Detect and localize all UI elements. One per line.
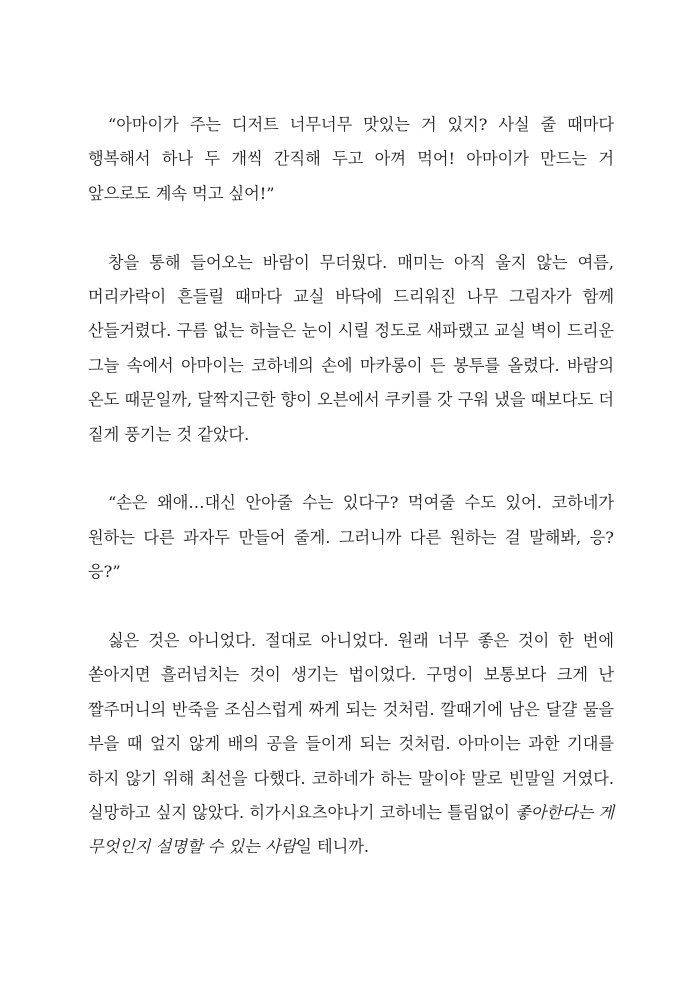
paragraph-4-text-before: 싫은 것은 아니었다. 절대로 아니었다. 원래 너무 좋은 것이 한 번에 쏟아지면 흘러넘치는 것이 생기는 법이었다. 구멍이 보통보다 크게 난 짤주머니의 반죽을 조심스럽게 짜게 되는 것처럼. 깔때기에 남은 달걀 물을 부을 때 엎지 않게 배의 공을 들이게 되는 것처럼. 아마이는 과한 기대를 하지 않기 위해 최선을 다했다. 코하네가 하는 말이야 말로 빈말일 거였다. 실망하고 싶지 않았다. 히가시요츠야나기 코하네는 틀림없이 <box>88 631 614 823</box>
paragraph-4-narration <box>88 624 614 865</box>
paragraph-spacer <box>88 211 614 245</box>
paragraph-4-text-after: 일 테니까. <box>296 837 370 857</box>
story-text <box>88 108 614 865</box>
paragraph-4-emphasis: 좋아한다는 게 무엇인지 설명할 수 있는 사람 <box>88 803 614 857</box>
paragraph-2-narration: 창을 통해 들어오는 바람이 무더웠다. 매미는 아직 울지 않는 여름, 머리카락이 흔들릴 때마다 교실 바닥에 드리워진 나무 그림자가 함께 산들거렸다. 구름 없는 하늘은 눈이 시릴 정도로 새파랬고 교실 벽이 드리운 그늘 속에서 아마이는 코하네의 손에 마카롱이 든 봉투를 올렸다. 바람의 온도 때문일까, 달짝지근한 향이 오븐에서 쿠키를 갓 구워 냈을 때보다도 더 짙게 풍기는 것 같았다. <box>88 252 614 444</box>
paragraph-spacer <box>88 590 614 624</box>
paragraph-spacer <box>88 452 614 486</box>
paragraph-3-dialogue: “손은 왜애…대신 안아줄 수는 있다구? 먹여줄 수도 있어. 코하네가 원하는 다른 과자두 만들어 줄게. 그러니까 다른 원하는 걸 말해봐, 응? 응?” <box>88 493 614 582</box>
paragraph-1-dialogue: “아마이가 주는 디저트 너무너무 맛있는 거 있지? 사실 줄 때마다 행복해서 하나 두 개씩 간직해 두고 아껴 먹어! 아마이가 만드는 거 앞으로도 계속 먹고 싶어!” <box>88 115 614 203</box>
